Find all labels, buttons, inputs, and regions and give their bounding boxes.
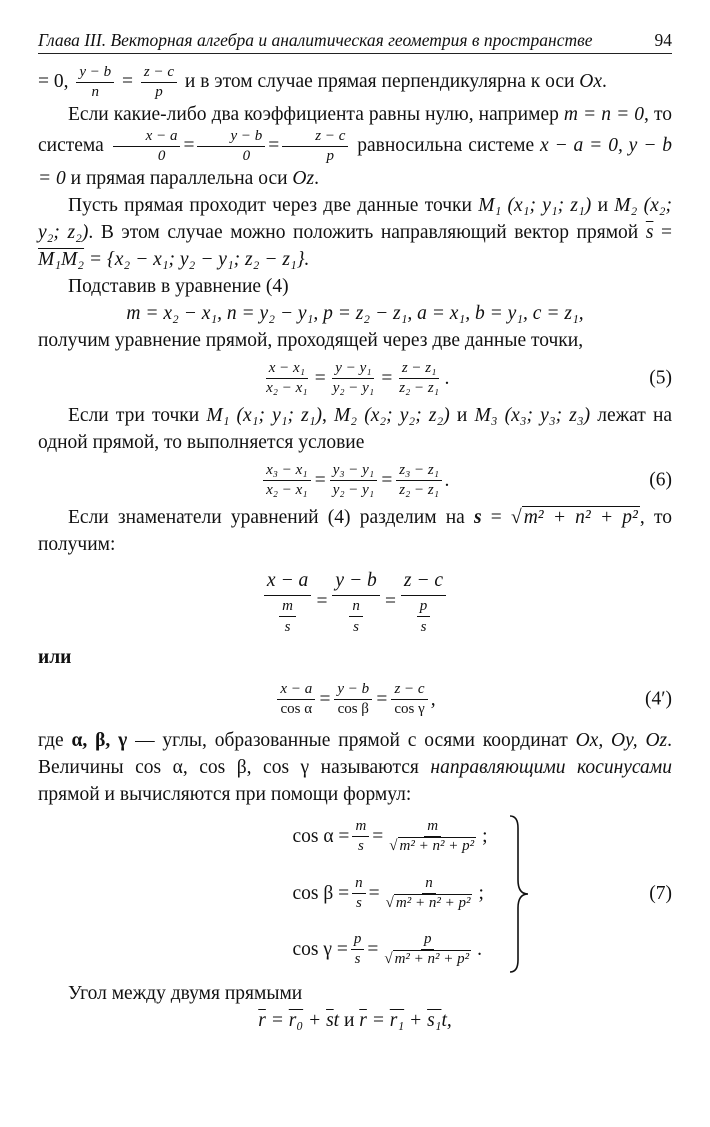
paragraph-3	[38, 192, 672, 273]
fraction	[396, 462, 442, 499]
nested-fraction	[401, 567, 446, 636]
text-run: . Величины	[38, 730, 672, 778]
point-m3: M₃ (x₃; y₃; z₃)	[474, 405, 591, 426]
paragraph-1	[38, 64, 672, 101]
fraction	[386, 818, 479, 855]
numerator: n	[422, 875, 436, 894]
formula-inline: m = n = 0	[563, 104, 645, 125]
text-run: прямой и вычисляются при помощи формул:	[38, 784, 412, 805]
numerator: z − c	[391, 681, 427, 700]
or-word: или	[38, 647, 72, 668]
fraction	[352, 818, 369, 855]
numerator: z − c	[401, 567, 446, 596]
vector-s: $\overline{s}$	[326, 1010, 334, 1031]
text-run: где	[38, 730, 72, 751]
param-t: t	[441, 1010, 447, 1031]
paragraph-7	[38, 504, 672, 558]
plus-sign: +	[404, 1010, 428, 1031]
fraction	[381, 931, 474, 968]
denominator: √ m² + n² + p²	[389, 838, 475, 854]
text-run: Если знаменатели уравнений (4) разделим на	[68, 507, 475, 528]
text-run: Пусть прямая проходит через две данные точки	[68, 195, 479, 216]
numerator: y₃ − y₁	[330, 462, 377, 481]
numerator: y − b	[197, 128, 265, 147]
denominator: s	[354, 951, 361, 967]
fraction	[396, 360, 442, 397]
numerator: x₃ − x₁	[263, 462, 310, 481]
point-m1: M₁ (x₁; y₁; z₁)	[206, 405, 323, 426]
equals-sign: =	[481, 507, 511, 528]
equals-sign: =	[653, 222, 673, 243]
text-run: и	[449, 405, 475, 426]
text-run: называются	[309, 757, 431, 778]
lhs: cos γ =	[292, 939, 348, 960]
substitution-line: m = x₂ − x₁, n = y₂ − y₁, p = z₂ − z₁, a = x₁, b = y₁, c = z₁,	[126, 303, 584, 324]
numerator: y − b	[332, 567, 379, 596]
param-t: t	[333, 1010, 340, 1031]
denominator: s	[420, 618, 427, 635]
vector-r: $\overline{r}$	[258, 1010, 266, 1031]
fraction	[113, 128, 181, 165]
fraction	[141, 64, 177, 101]
fraction	[282, 128, 348, 165]
numerator: z − z₁	[399, 360, 440, 379]
denominator: y₂ − y₁	[332, 481, 375, 498]
text-run: и	[591, 195, 615, 216]
numerator: p	[417, 598, 431, 617]
text-run: Если три точки	[68, 405, 207, 426]
denominator: 0	[157, 148, 166, 164]
denominator: y₂ − y₁	[332, 379, 375, 396]
fraction	[383, 875, 476, 912]
cosines: cos α, cos β, cos γ	[135, 757, 310, 778]
lhs: cos α =	[292, 826, 350, 847]
denominator: √ m² + n² + p²	[384, 951, 470, 967]
text-run: , то получим:	[38, 507, 672, 555]
point-m1: M₁ (x₁; y₁; z₁)	[478, 195, 592, 216]
paragraph-9: Угол между двумя прямыми	[68, 983, 303, 1004]
system-row: cos β = $\frac{n}{s}$ = $\frac{n}{\text{√ m² + n² + p²}}$ ;	[292, 874, 484, 911]
lhs: cos β =	[292, 882, 350, 904]
paragraph-6	[38, 402, 672, 456]
denominator: √ m² + n² + p²	[385, 894, 471, 911]
denominator: p	[326, 148, 335, 164]
numerator: n	[352, 875, 366, 894]
paragraph-8	[38, 727, 672, 808]
equation-4-normalized: $\frac{x - a}{\frac{m}{s}}$ = $\frac{y - b}{\frac{n}{s}}$ = $\frac{z - c}{\frac{p}{s}}$	[38, 558, 672, 644]
denominator: s	[284, 618, 291, 635]
text-run: ,	[322, 405, 335, 426]
text-run: ;	[478, 882, 484, 904]
point-m2: M₂ (x₂; y₂; z₂)	[334, 405, 450, 426]
fraction	[277, 681, 315, 718]
text-run: .	[477, 939, 483, 960]
text-run: .	[314, 168, 319, 189]
equals-sign: =	[265, 1010, 289, 1031]
denominator	[343, 596, 369, 636]
denominator: x₂ − x₁	[266, 379, 308, 396]
vector-r1: r₁	[389, 1010, 405, 1031]
vector-s1: s₁	[427, 1010, 442, 1031]
numerator: m	[352, 818, 369, 837]
equation-label: (6)	[649, 469, 672, 491]
formula-inline: x − a = 0, y − b = 0	[38, 134, 672, 189]
text-run: . В этом случае можно положить направляющий вектор прямой	[88, 222, 646, 243]
fraction	[417, 598, 431, 636]
angles: α, β, γ	[71, 730, 128, 751]
text-run: = 0,	[38, 70, 69, 92]
axis-name: Oz	[292, 168, 315, 189]
fraction	[349, 598, 363, 636]
fraction	[197, 128, 265, 165]
body-text	[38, 64, 672, 1034]
denominator: 0	[242, 148, 251, 164]
denominator: x₂ − x₁	[266, 481, 308, 498]
equals-sign: =	[366, 1010, 390, 1031]
point-m2: M₂ (x₂; y₂; z₂)	[38, 195, 672, 243]
denominator: n	[91, 84, 100, 100]
axes: Ox, Oy, Oz	[575, 730, 668, 751]
system-rows	[292, 818, 487, 968]
numerator: z − c	[282, 128, 348, 147]
fraction	[263, 360, 310, 397]
radicand: m² + n² + p²	[399, 838, 475, 854]
numerator: y − y₁	[332, 360, 374, 379]
equation-6: $\frac{\text{x₃ − x₁}}{\text{x₂ − x₁}}$ = $\frac{\text{y₃ − y₁}}{\text{y₂ − y₁}}$ = $\frac{\text{z₃ − z₁}}{\text{z₂ − z₁}}$ . (6)	[38, 456, 672, 504]
equation-7-system	[38, 814, 672, 980]
text-run: лежат на одной прямой, то выполняется условие	[38, 405, 673, 453]
denominator: cos γ	[394, 700, 425, 717]
fraction	[76, 64, 114, 101]
fraction	[279, 598, 296, 636]
fraction	[391, 681, 427, 718]
fraction	[330, 462, 377, 499]
denominator: z₂ − z₁	[399, 481, 439, 498]
numerator: m	[279, 598, 296, 617]
numerator: n	[349, 598, 363, 617]
system-row: cos α = $\frac{m}{s}$ = $\frac{m}{\text{√ m² + n² + p²}}$ ;	[292, 818, 488, 854]
vector-r: $\overline{r}$	[359, 1010, 367, 1031]
page-number: 94	[654, 30, 672, 50]
equation-label: (4′)	[644, 688, 672, 710]
numerator: x − a	[113, 128, 181, 147]
axis-name: Ox	[579, 70, 603, 92]
text-run: равносильна системе	[357, 134, 540, 156]
denominator: z₂ − z₁	[399, 379, 439, 396]
numerator: z − c	[141, 64, 177, 83]
equals-sign: =	[122, 70, 134, 92]
fraction	[263, 462, 310, 499]
denominator: cos α	[280, 700, 313, 717]
text-run: .	[602, 70, 607, 92]
right-brace-icon	[506, 814, 532, 974]
equation-4-prime: $\frac{x - a}{\text{cos α}}$ = $\frac{y - b}{\text{cos β}}$ = $\frac{z - c}{\text{cos γ}}$ , (4′)	[38, 671, 672, 727]
radicand: m² + n² + p²	[394, 951, 470, 967]
equation-label: (5)	[649, 367, 672, 389]
fraction	[351, 931, 365, 968]
denominator: cos β	[337, 700, 369, 717]
text-run: и в этом случае прямая перпендикулярна к оси	[184, 70, 580, 92]
denominator: s	[355, 894, 362, 911]
text-run: , то система	[38, 104, 672, 156]
text-run: и	[339, 1010, 360, 1031]
running-title: Глава III. Векторная алгебра и аналитическая геометрия в пространстве	[38, 30, 593, 50]
text-run: .	[444, 469, 450, 491]
text-run: ,	[430, 688, 436, 710]
page-header	[38, 30, 672, 54]
numerator: y − b	[76, 64, 114, 83]
vector-s: $\overline{s}$	[645, 222, 654, 243]
lines-equation	[38, 1007, 672, 1034]
term-direction-cosines: направляющими косинусами	[430, 757, 672, 778]
formula-inline: = {x₂ − x₁; y₂ − y₁; z₂ − z₁}.	[84, 249, 310, 270]
text-run: ;	[482, 826, 488, 847]
text-run: ,	[446, 1010, 452, 1031]
symbol-s: s	[474, 507, 482, 528]
numerator: p	[421, 931, 435, 950]
paragraph-5: получим уравнение прямой, проходящей через две данные точки,	[38, 330, 584, 351]
radicand: m² + n² + p²	[395, 894, 471, 911]
numerator: z₃ − z₁	[396, 462, 442, 481]
denominator: s	[357, 838, 364, 854]
paragraph-2: Если какие-либо два коэффициента равны нулю, например m = n = 0, то система $\frac{x - a}{0}$ = $\frac{y - b}{0}$ = $\frac{z - c}{p}$ равносильна системе x − a = 0, y − b = 0 и прямая параллельна оси Oz.	[38, 104, 672, 189]
sqrt-sign: √	[511, 507, 522, 528]
denominator: s	[353, 618, 359, 635]
text-run: .	[444, 367, 450, 389]
numerator: m	[424, 818, 441, 837]
nested-fraction	[332, 567, 379, 636]
numerator: x − x₁	[266, 360, 308, 379]
denominator	[273, 596, 302, 636]
vector-r0: r₀	[288, 1010, 304, 1031]
equation-label: (7)	[649, 883, 672, 904]
text-run: Если какие-либо два коэффициента равны нулю, например	[68, 104, 564, 125]
paragraph-4: Подставив в уравнение (4)	[68, 276, 289, 297]
nested-fraction	[264, 567, 311, 636]
denominator	[411, 596, 437, 636]
radicand: m² + n² + p²	[523, 507, 638, 528]
equation-5: $\frac{\text{x − x₁}}{\text{x₂ − x₁}}$ = $\frac{\text{y − y₁}}{\text{y₂ − y₁}}$ = $\frac{\text{z − z₁}}{\text{z₂ − z₁}}$ . (5)	[38, 354, 672, 402]
denominator: p	[155, 84, 163, 100]
fraction	[334, 681, 372, 718]
numerator: x − a	[264, 567, 311, 596]
numerator: p	[351, 931, 365, 950]
fraction	[352, 875, 366, 912]
numerator: y − b	[334, 681, 372, 700]
plus-sign: +	[303, 1010, 327, 1031]
numerator: x − a	[277, 681, 315, 700]
fraction	[330, 360, 377, 397]
text-run: и прямая параллельна оси	[65, 168, 293, 189]
vector-m1m2: M₁M₂	[38, 249, 85, 270]
system-row: cos γ = $\frac{p}{s}$ = $\frac{p}{\text{√ m² + n² + p²}}$ .	[292, 931, 483, 967]
text-run: — углы, образованные прямой с осями координат	[127, 730, 576, 751]
